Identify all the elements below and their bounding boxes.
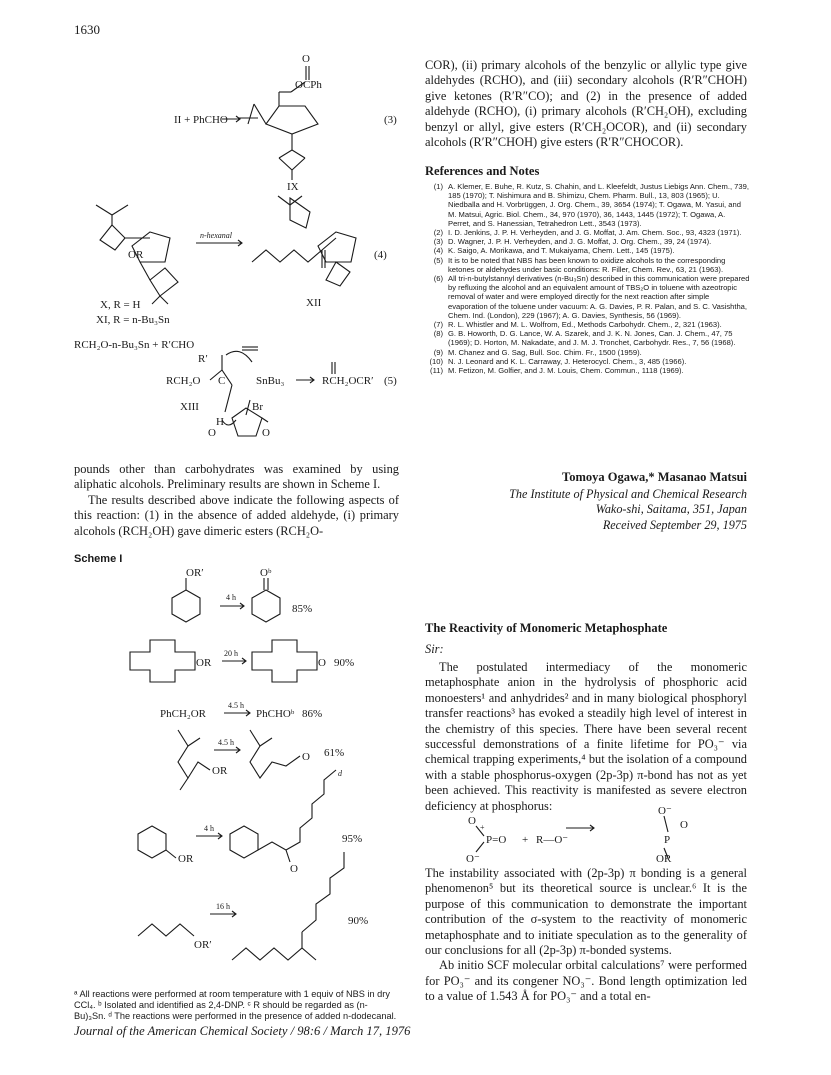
journal-footer: Journal of the American Chemical Society / 98:6 / March 17, 1976	[74, 1024, 411, 1038]
reference-text: R. L. Whistler and M. L. Wolfrom, Ed., Methods Carbohydr. Chem., 2, 321 (1963).	[448, 320, 722, 330]
eq5-c: C	[218, 375, 226, 387]
right-column-intro: COR), (ii) primary alcohols of the benzylic or allylic type give aldehydes (RCHO), and (iii) secondary alcohols (R′R″CHOH) give ketones (R′R″CO); and (2) in the presence of added aldehyde (RCHO), (i) primary alcohols (R′CH₂OH), excluding benzyl or allyl, give esters (R′CH₂OCOR), and (ii) secondary alcohols (R′R″CHOH) give esters (R′R″CHOCOR).	[425, 58, 747, 150]
reference-number: (1)	[433, 182, 443, 191]
scheme-r5-time: 4 h	[204, 824, 214, 833]
page-number: 1630	[74, 22, 100, 37]
salutation: Sir:	[425, 642, 444, 656]
scheme-label: Scheme I	[74, 553, 123, 565]
eq5-reactants: RCH₂O-n-Bu₃Sn + R′CHO	[74, 339, 195, 351]
paragraph-metaphosphate: The postulated intermediacy of the monomeric metaphosphate anion in the hydrolysis of phosphoric acid monoesters¹ and anhydrides² and in many biological phosphoryl transfer reactions³ has evoked a steadily high level of interest in the chemistry of this species. There have been several recent successful demonstrations of a finite lifetime for PO₃⁻ via chemical trapping experiments,⁴ but the isolation of a compound with a stable phosphorus-oxygen (2p-3p) π-bond has not as yet been achieved. This reactivity is manifested as severe electron deficiency at phosphorus:	[425, 660, 747, 813]
eq3-carbonyl-o: O	[302, 53, 310, 65]
compound-ix-label: IX	[287, 181, 299, 193]
eq5-succinimide-o-right: O	[262, 427, 270, 439]
compound-xiii-label: XIII	[180, 401, 199, 413]
authors: Tomoya Ogawa,* Masanao Matsui	[562, 470, 747, 484]
eq5-number: (5)	[384, 375, 397, 387]
reference-number: (2)	[433, 228, 443, 238]
reference-text: It is to be noted that NBS has been known to oxidize alcohols to the corresponding ketones or aldehydes under basic conditions: R. Filler, Chem. Rev., 63, 21 (1963).	[448, 255, 726, 274]
po3-o-top: O	[468, 815, 476, 827]
paragraph-abinitio: Ab initio SCF molecular orbital calculations⁷ were performed for PO₃⁻ and its congener NO₃⁻. Bond length optimization led to a value of 1.543 Å for PO₃⁻ and a total en-	[425, 958, 747, 1004]
scheme-or-prime: OR′	[186, 567, 204, 579]
scheme-r6-time: 16 h	[216, 902, 230, 911]
reference-number: (5)	[433, 255, 443, 265]
reference-text: M. Fetizon, M. Golfier, and J. M. Louis, Chem. Commun., 1118 (1969).	[448, 366, 684, 376]
section-title: The Reactivity of Monomeric Metaphosphate	[425, 621, 668, 635]
eq5-br: Br	[252, 401, 263, 413]
reference-number: (8)	[433, 329, 443, 339]
reference-number: (7)	[433, 320, 443, 330]
scheme-r5-d: d	[338, 769, 342, 778]
scheme-r5-o: O	[290, 863, 298, 875]
scheme-r1-time: 4 h	[226, 593, 236, 602]
scheme-r1-yield: 85%	[292, 603, 313, 615]
eq4-or-label: OR	[128, 249, 144, 261]
reference-text: N. J. Leonard and K. L. Carraway, J. Heterocycl. Chem., 3, 485 (1966).	[448, 356, 687, 366]
compound-x-label: X, R = H	[100, 299, 141, 311]
reference-number: (6)	[433, 274, 443, 284]
received-date: Received September 29, 1975	[602, 517, 747, 532]
reference-number: (10)	[429, 356, 443, 366]
reference-text: K. Saigo, A. Morikawa, and T. Mukaiyama, Chem. Lett., 145 (1975).	[448, 246, 675, 256]
eq5-r-prime: R′	[198, 353, 208, 365]
affiliation-line-1: The Institute of Physical and Chemical Research	[509, 487, 747, 501]
eq5-snbu3: SnBu₃	[256, 375, 285, 387]
scheme-r5-yield: 95%	[342, 833, 363, 845]
references-heading: References and Notes	[425, 164, 540, 178]
eq5-product: RCH₂OCR′	[322, 375, 374, 387]
scheme-r4-yield: 61%	[324, 747, 345, 759]
reference-text: All tri-n-butylstannyl derivatives (n-Bu₃Sn) described in this communication were prepared by refluxing the alcohol and an equivalent amount of TBS₂O in toluene with azeotropic removal of water and were employed directly for the next reaction after simple evaporation of the toluene under vacuum: A. G. Davies, P. R. Palan, and S. C. Vasishtha, Chem. Ind. (London), 229 (1967); A. G. Davies, Synthesis, 56 (1969).	[448, 274, 750, 320]
reference-text: D. Wagner, J. P. H. Verheyden, and J. G. Moffat, J. Org. Chem., 39, 24 (1974).	[448, 237, 712, 247]
scheme-r6-yield: 90%	[348, 915, 369, 927]
product-p: P	[664, 834, 671, 846]
reference-text: M. Chanez and G. Sag, Bull. Soc. Chim. Fr., 1500 (1959).	[448, 347, 642, 357]
eq3-reactants: II + PhCHO	[174, 114, 228, 126]
scheme-r4-or: OR	[212, 765, 228, 777]
po3-plus: +	[522, 834, 529, 846]
eq5-h: H	[216, 416, 224, 428]
left-paragraph-1: pounds other than carbohydrates was examined by using aliphatic alcohols. Preliminary results are shown in Scheme I.	[74, 462, 399, 492]
scheme-r2-product: O	[318, 657, 326, 669]
reference-number: (3)	[433, 237, 443, 247]
scheme-footnote: ᵃ All reactions were performed at room temperature with 1 equiv of NBS in dry CCl₄. ᵇ Isolated and identified as 2,4-DNP. ᶜ R should be regarded as (n-Bu)₃Sn. ᵈ The reactions were performed in the presence of added n-dodecanal.	[74, 989, 397, 1022]
scheme-r3-time: 4.5 h	[228, 701, 244, 710]
eq4-reagent: n-hexanal	[200, 231, 232, 240]
reference-number: (4)	[433, 246, 443, 256]
eq3-ocph: OCPh	[295, 79, 322, 91]
reference-number: (11)	[430, 366, 443, 376]
scheme-r3-reactant: PhCH₂OR	[160, 708, 207, 720]
left-paragraph-2: The results described above indicate the following aspects of this reaction: (1) in the absence of added aldehyde, (i) primary alcohols (RCH₂OH) gave dimeric esters (RCH₂O-	[74, 492, 399, 538]
scheme-ketone-o: Oᵇ	[260, 567, 272, 579]
eq4-number: (4)	[374, 249, 387, 261]
scheme-r6-or: OR′	[194, 939, 212, 951]
compound-xii-label: XII	[306, 297, 322, 309]
scheme-r2-yield: 90%	[334, 657, 355, 669]
po3-plus-charge: +	[480, 823, 485, 832]
scheme-r4-product: O	[302, 751, 310, 763]
scheme-r2-time: 20 h	[224, 649, 238, 658]
reference-text: G. B. Howorth, D. G. Lance, W. A. Szarek, and J. K. N. Jones, Can. J. Chem., 47, 75 (1969); D. Horton, M. Nakadate, and J. M. J. Tronchet, Carbohydr. Res., 7, 56 (1968).	[448, 329, 736, 348]
scheme-r3-yield: 86%	[302, 708, 323, 720]
eq3-number: (3)	[384, 114, 397, 126]
scheme-r4-time: 4.5 h	[218, 738, 234, 747]
reference-text: A. Klemer, E. Buhe, R. Kutz, S. Chahin, and L. Kleefeldt, Justus Liebigs Ann. Chem., 739, 185 (1970); T. Nishimura and B. Shimizu, Chem. Pharm. Bull., 13, 803 (1965); U. Niedballa and H. Vorbrüggen, J. Org. Chem., 39, 3654 (1974); T. Ogawa, M. Yasui, and M. Matsui, Agric. Biol. Chem., 34, 970 (1970), 36, 1443, 1445 (1972); T. Ogawa, A. Perret, and S. Hanessian, Tetrahedron Lett., 3543 (1973).	[448, 182, 749, 228]
product-or: OR	[656, 853, 672, 865]
po3-o-minus: O⁻	[466, 853, 480, 865]
po3-p-eq-o: P=O	[486, 834, 507, 846]
scheme-r5-or: OR	[178, 853, 194, 865]
eq5-rch2o: RCH₂O	[166, 375, 201, 387]
product-o-minus: O⁻	[658, 805, 672, 817]
reference-number: (9)	[433, 347, 443, 357]
po3-alkoxide: R—O⁻	[536, 834, 569, 846]
reference-text: I. D. Jenkins, J. P. H. Verheyden, and J. G. Moffat, J. Am. Chem. Soc., 93, 4323 (1971).	[448, 228, 742, 238]
scheme-r2-or: OR	[196, 657, 212, 669]
eq5-succinimide-o-left: O	[208, 427, 216, 439]
product-o: O	[680, 819, 688, 831]
scheme-r3-product: PhCHOᵇ	[256, 708, 295, 720]
paragraph-instability-text: The instability associated with (2p-3p) π bonding is a general phenomenon⁵ but its theoretical source is unclear.⁶ It is the purpose of this communication to demonstrate the important contribution of the σ-system to the reactivity of monomeric metaphosphate and to initiate speculation as to the generality of our conclusions for all (2p-3p) π-bonded systems.	[425, 866, 747, 958]
affiliation-line-2: Wako-shi, Saitama, 351, Japan	[595, 502, 747, 517]
compound-xi-label: XI, R = n-Bu₃Sn	[96, 314, 170, 326]
